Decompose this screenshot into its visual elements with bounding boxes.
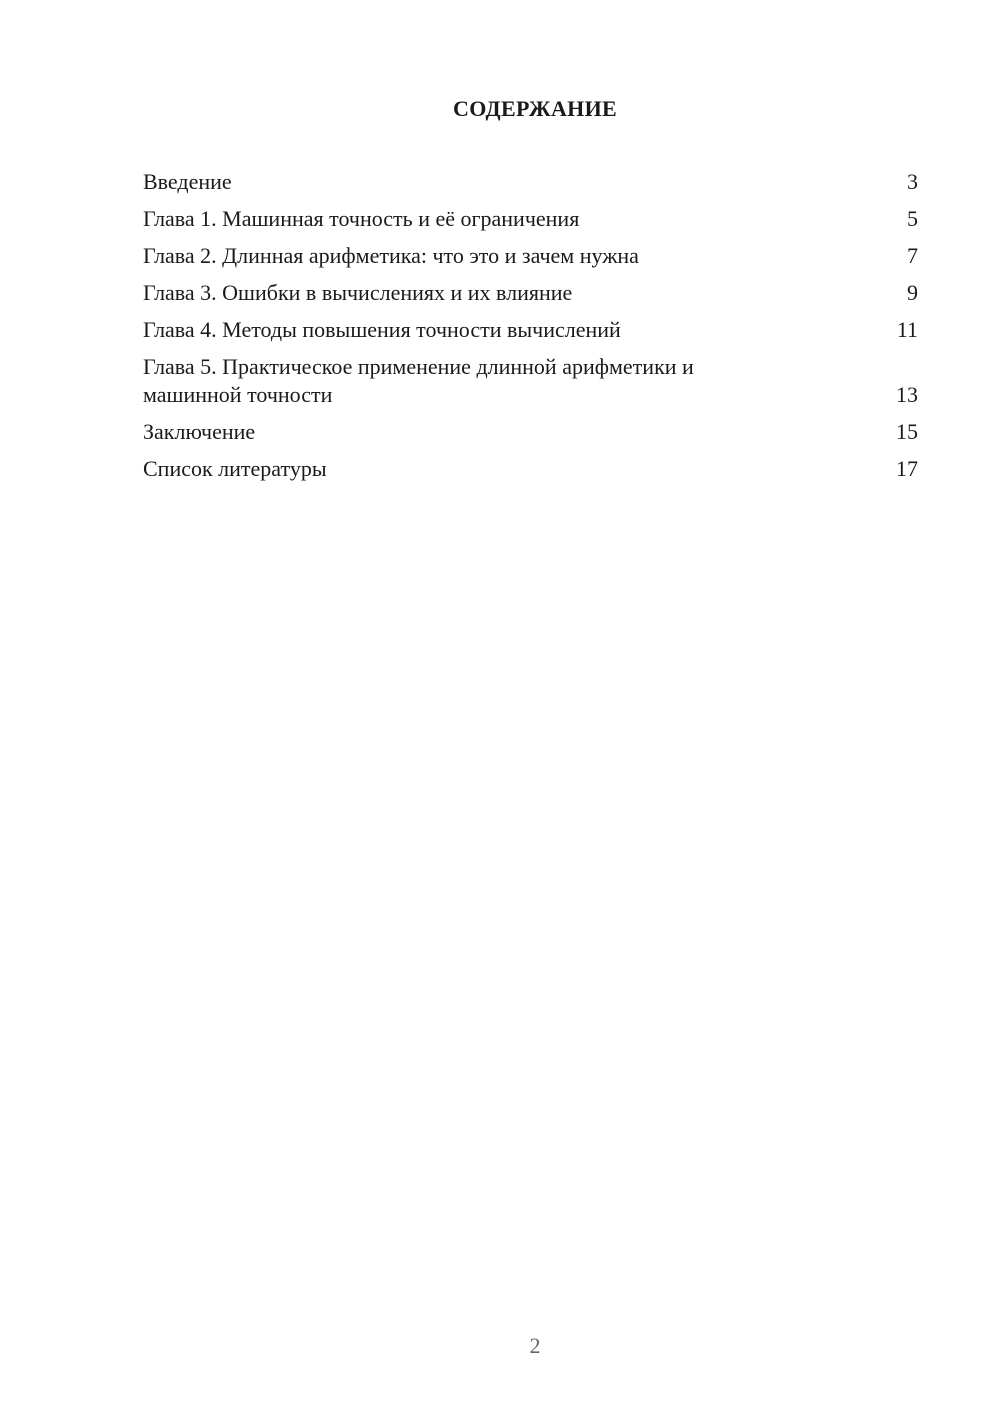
toc-entry-text: Глава 2. Длинная арифметика: что это и зачем нужна (143, 243, 639, 268)
toc-entry-page: 13 (896, 382, 918, 407)
toc-entry-text: Глава 5. Практическое применение длинной арифметики и машинной точности (143, 354, 694, 407)
toc-entry-introduction (143, 168, 918, 196)
toc-entry-page: 17 (896, 456, 918, 481)
toc-entry-text: Глава 4. Методы повышения точности вычислений (143, 317, 621, 342)
toc-entry-page: 15 (896, 419, 918, 444)
toc-entry-chapter-2 (143, 242, 918, 270)
toc-entry-page: 5 (907, 206, 918, 231)
toc-entry-page: 9 (907, 280, 918, 305)
toc-entry-text: Введение (143, 169, 232, 194)
toc-entry-chapter-5 (143, 353, 918, 409)
toc-entry-page: 3 (907, 169, 918, 194)
toc-entry-conclusion (143, 418, 918, 446)
toc-entry-page: 7 (907, 243, 918, 268)
toc-entry-text: Заключение (143, 419, 256, 444)
page-title: СОДЕРЖАНИЕ (453, 96, 617, 121)
toc-entry-chapter-1 (143, 205, 918, 233)
toc-entry-text: Список литературы (143, 456, 327, 481)
table-of-contents (143, 168, 918, 492)
toc-entry-text: Глава 3. Ошибки в вычислениях и их влияние (143, 280, 573, 305)
toc-entry-text: Глава 1. Машинная точность и её ограничения (143, 206, 580, 231)
page-number: 2 (529, 1333, 541, 1358)
toc-entry-bibliography (143, 455, 918, 483)
toc-entry-chapter-4 (143, 316, 918, 344)
toc-entry-chapter-3 (143, 279, 918, 307)
toc-entry-page: 11 (896, 317, 918, 342)
